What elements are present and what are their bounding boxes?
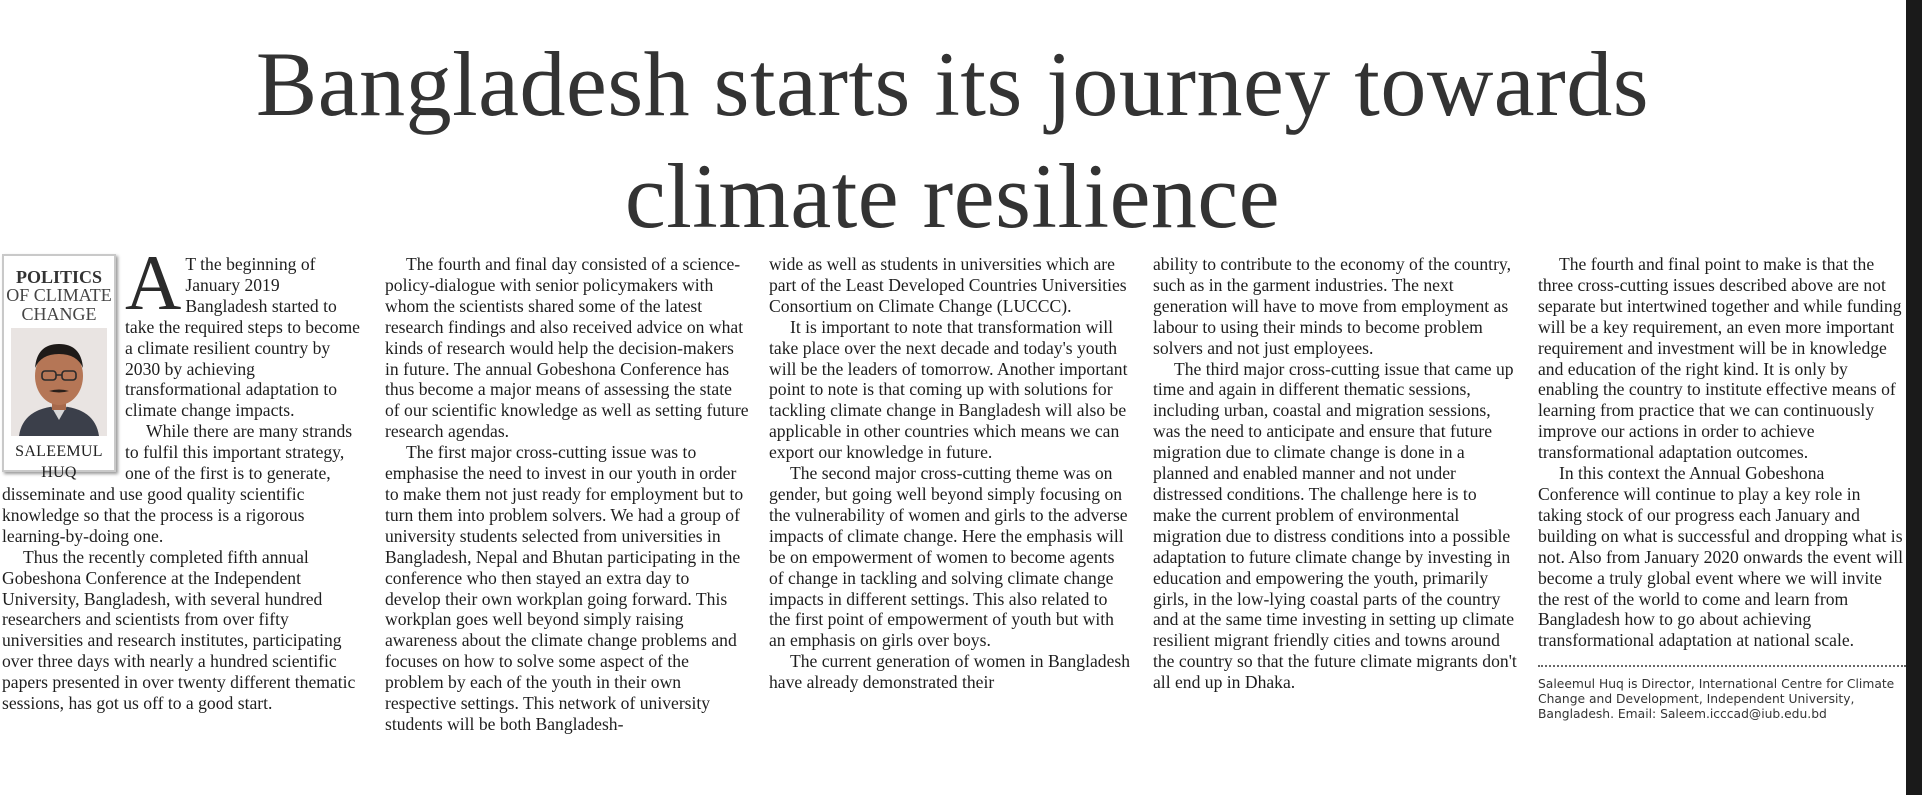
article-column-4	[1153, 254, 1517, 693]
column-label-change: CHANGE	[21, 304, 97, 324]
headline-line-1: Bangladesh starts its journey towards	[255, 33, 1650, 135]
page-edge-border	[1906, 0, 1922, 795]
paragraph: The third major cross-cutting issue that came up time and again in different thematic sessions, including urban, coastal and migration sessions, was the need to anticipate and ensure that future migration due to climate change is done in a planned and enabled manner and not under distressed conditions. The challenge here is to make the current problem of environmental migration due to distress conditions into a possible adaptation to future climate change by investing in education and empowering the youth, primarily girls, in the low-lying coastal parts of the country and at the same time investing in setting up climate resilient migrant friendly cities and towns around the country so that the future climate migrants don't all end up in Dhaka.	[1153, 358, 1517, 693]
paragraph-text: T the beginning of January 2019 Bangladesh started to take the required steps to become a climate resilient country by 2030 by achieving transformational adaptation to climate change impacts.	[125, 254, 360, 421]
paragraph: ability to contribute to the economy of the country, such as in the garment industries. The next generation will have to move from employment as labour to using their minds to become problem solvers and not just employees.	[1153, 254, 1511, 358]
paragraph: The current generation of women in Bangladesh have already demonstrated their	[769, 651, 1131, 693]
article-column-2	[385, 254, 749, 735]
paragraph: wide as well as students in universities which are part of the Least Developed Countries Universities Consortium on Climate Change (LUCCC).	[769, 254, 1127, 316]
paragraph: While there are many strands to fulfil this important strategy, one of the first is to generate, disseminate and use good quality scientific knowledge so that the process is a rigorous learning-by-doing one.	[2, 421, 353, 546]
article-column-5	[1538, 254, 1906, 722]
headline	[60, 28, 1845, 252]
paragraph: It is important to note that transformation will take place over the next decade and today's youth will be the leaders of tomorrow. Another important point to note is that coming up with solutions for tackling climate change in Bangladesh will also be applicable in other countries which means we can export our knowledge in future.	[769, 316, 1128, 463]
author-bio: Saleemul Huq is Director, International Centre for Climate Change and Development, Independent University, Bangladesh. Email: Saleem.icccad@iub.edu.bd	[1538, 677, 1895, 722]
column-label-of-climate: OF CLIMATE	[6, 285, 112, 305]
author-photo	[11, 328, 107, 436]
author-name: SALEEMUL HUQ	[15, 443, 103, 481]
paragraph: Thus the recently completed fifth annual Gobeshona Conference at the Independent University, Bangladesh, with several hundred researchers and scientists from over fifty universities and research institutes, participating over three days with nearly a hundred scientific papers presented in over twenty different thematic sessions, has got us off to a good start.	[2, 546, 356, 714]
paragraph: The fourth and final day consisted of a science-policy-dialogue with senior policymakers with whom the scientists shared some of the latest research findings and also received advice on what kinds of research would help the decision-makers in future. The annual Gobeshona Conference has thus become a major means of assessing the state of our scientific knowledge as well as setting future research agendas.	[385, 254, 749, 442]
article-column-1	[2, 239, 364, 714]
paragraph: In this context the Annual Gobeshona Conference will continue to play a key role in taking stock of our progress each January and building on what is successful and dropping what is not. Also from January 2020 onwards the event will become a truly global event where we will invite the rest of the world to come and learn from Bangladesh how to go about achieving transformational adaptation at national scale.	[1538, 463, 1904, 651]
paragraph: The second major cross-cutting theme was on gender, but going well beyond simply focusing on the vulnerability of women and girls to the adverse impacts of climate change. Here the emphasis will be on empowerment of women to become agents of change in tackling and solving climate change impacts in different settings. This also related to the first point of empowerment of youth but with an emphasis on girls over boys.	[769, 463, 1128, 651]
dotted-divider	[1538, 665, 1906, 667]
column-label-politics: POLITICS	[15, 267, 103, 287]
column-logo-box	[2, 254, 116, 481]
drop-cap: A	[125, 239, 182, 326]
paragraph: The fourth and final point to make is that the three cross-cutting issues described above are not separate but intertwined together and while funding will be a key requirement, an even more important requirement and investment will be in knowledge and education of the right kind. It is only by enabling the country to institute effective means of learning from practice that we can continuously improve our actions in order to achieve transformational adaptation outcomes.	[1538, 254, 1902, 463]
article-column-3	[769, 254, 1133, 693]
paragraph: The first major cross-cutting issue was to emphasise the need to invest in our youth in order to make them not just ready for employment but to turn them into problem solvers. We had a group of university students selected from universities in Bangladesh, Nepal and Bhutan participating in the conference who then stayed an extra day to develop their own workplan going forward. This workplan goes well beyond simply raising awareness about the climate change problems and focuses on how to solve some aspect of the problem by each of the youth in their own respective settings. This network of university students will be both Bangladesh-	[385, 442, 744, 734]
headline-line-2: climate resilience	[624, 145, 1281, 247]
